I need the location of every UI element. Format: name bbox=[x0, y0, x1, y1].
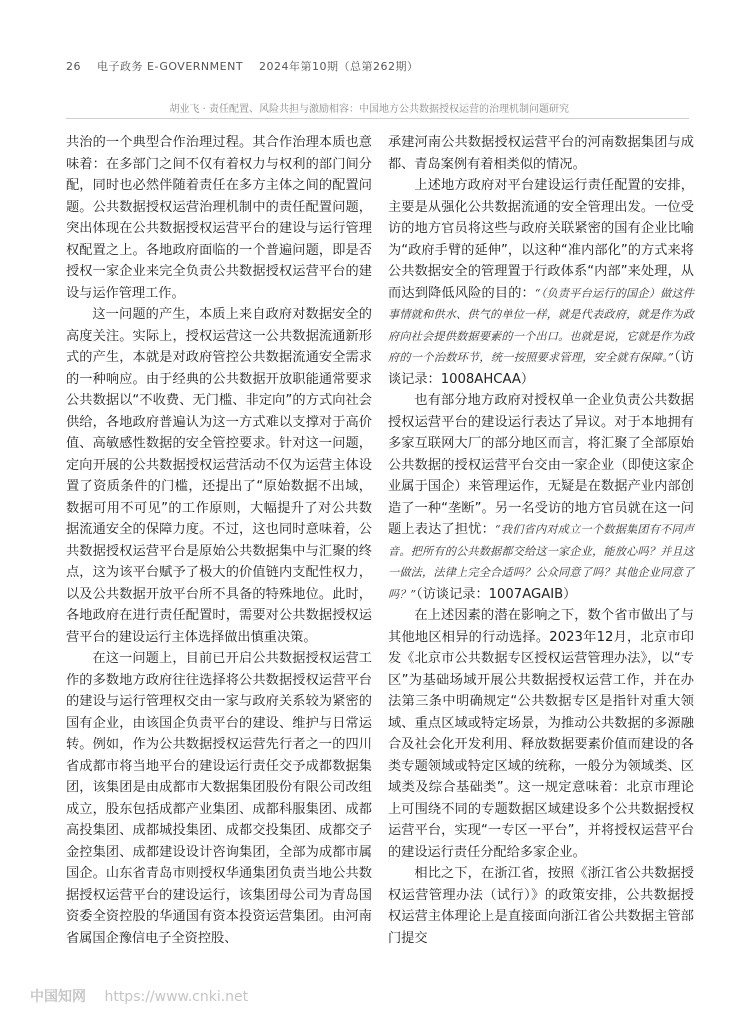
paragraph: 承建河南公共数据授权运营平台的河南数据集团与成都、青岛案例有着相类似的情况。 bbox=[388, 135, 694, 172]
interview-quote: “我们省内对成立一个数据集团有不同声音。把所有的公共数据都交给这一家企业，能放心吗？并且这一做法，法律上完全合适吗？公众同意了吗？其他企业同意了吗？” bbox=[388, 523, 694, 601]
page-number: 26 bbox=[66, 60, 81, 73]
running-header bbox=[66, 58, 431, 74]
paragraph: 共治的一个典型合作治理过程。其合作治理本质也意味着：在多部门之间不仅有着权力与权利的部门间分配，同时也必然伴随着责任在多方主体之间的配置问题。公共数据授权运营治理机制中的责任配置问题，突出体现在公共数据授权运营平台的建设与运行管理权配置之上。各地政府面临的一个普遍问题，即是否授权一家企业来完全负责公共数据授权运营平台的建设与运作管理工作。 bbox=[66, 135, 372, 301]
paragraph: 在这一问题上，目前已开启公共数据授权运营工作的多数地方政府往往选择将公共数据授权运营平台的建设与运行管理权交由一家与政府关系较为紧密的国有企业，由该国企负责平台的建设、维护与日常运转。例如，作为公共数据授权运营先行者之一的四川省成都市将当地平台的建设运行责任交予成都数据集团，该集团是由成都市大数据集团股份有限公司改组成立，股东包括成都产业集团、成都科服集团、成都高投集团、成都城投集团、成都交投集团、成都交子金控集团、成都建设设计咨询集团，全部为成都市属国企。山东省青岛市则授权华通集团负责当地公共数据授权运营平台的建设运行，该集团母公司为青岛国资委全资控股的华通国有资本投资运营集团。由河南省属国企豫信电子全资控股、 bbox=[66, 651, 372, 946]
paragraph-with-quote bbox=[388, 390, 694, 605]
paragraph: 相比之下，在浙江省，按照《浙江省公共数据授权运营管理办法（试行）》的政策安排，公共数据授权运营主体理论上是直接面向浙江省公共数据主管部门提交 bbox=[388, 866, 694, 946]
paragraph: 这一问题的产生，本质上来自政府对数据安全的高度关注。实际上，授权运营这一公共数据流通新形式的产生，本就是对政府管控公共数据流通安全需求的一种响应。由于经典的公共数据开放职能通常要求公共数据以“不收费、无门槛、非定向”的方式向社会供给，各地政府普遍认为这一方式难以支撑对于高价值、高敏感性数据的安全管控要求。针对这一问题，定向开展的公共数据授权运营活动不仅为运营主体设置了资质条件的门槛，还提出了“原始数据不出域，数据可用不可见”的工作原则，大幅提升了对公共数据流通安全的保障力度。不过，这也同时意味着，公共数据授权运营平台是原始公共数据集中与汇聚的终点，这为该平台赋予了极大的价值链内支配性权力，以及公共数据开放平台所不具备的特殊地位。此时，各地政府在进行责任配置时，需要对公共数据授权运营平台的建设运行主体选择做出慎重决策。 bbox=[66, 307, 372, 645]
cnki-url: https://www.cnki.net bbox=[104, 989, 249, 1005]
paragraph-with-quote bbox=[388, 175, 694, 390]
header-divider bbox=[66, 118, 689, 119]
paragraph-text: 上述地方政府对平台建设运行责任配置的安排，主要是从强化公共数据流通的安全管理出发。一位受访的地方官员将这些与政府关联紧密的国有企业比喻为“政府手臂的延伸”，以这种“准内部化”的方式来将公共数据安全的管理置于行政体系“内部”来处理，从而达到降低风险的目的： bbox=[388, 178, 694, 301]
interview-citation: （访谈记录：1007AGAIB） bbox=[416, 586, 577, 602]
paragraph: 在上述因素的潜在影响之下，数个省市做出了与其他地区相异的行动选择。2023年12月，北京市印发《北京市公共数据专区授权运营管理办法》，以“专区”为基础场域开展公共数据授权运营工作，并在办法第三条中明确规定“公共数据专区是指针对重大领域、重点区域或特定场景，为推动公共数据的多源融合及社会化开发利用、释放数据要素价值而建设的各类专题领域或特定区域的统称，一般分为领域类、区域类及综合基础类”。这一规定意味着：北京市理论上可围绕不同的专题数据区域建设多个公共数据授权运营平台，实现“一专区一平台”，并将授权运营平台的建设运行责任分配给多家企业。 bbox=[388, 608, 694, 860]
journal-name: 电子政务 E-GOVERNMENT bbox=[97, 60, 244, 73]
article-running-title: 胡业飞 · 责任配置、风险共担与激励相容：中国地方公共数据授权运营的治理机制问题研究 bbox=[169, 104, 569, 115]
interview-citation: （访谈记录：1008AHCAA） bbox=[388, 350, 694, 387]
paragraph-text: 也有部分地方政府对授权单一企业负责公共数据授权运营平台的建设运行表达了异议。对于本地拥有多家互联网大厂的部分地区而言，将汇聚了全部原始公共数据的授权运营平台交由一家企业（即使这家企业属于国企）来管理运作，无疑是在数据产业内部创造了一种“垄断”。另一名受访的地方官员就在这一问题上表达了担忧： bbox=[388, 393, 694, 537]
issue-info: 2024年第10期（总第262期） bbox=[259, 60, 419, 73]
right-column bbox=[388, 132, 694, 949]
interview-quote: “（负责平台运行的国企）做这件事情就和供水、供气的单位一样，就是代表政府，就是作为政府向社会提供数据要素的一个出口。也就是说，它就是作为政府的一个治数环节，统一按照要求管理，安全就有保障。” bbox=[388, 286, 694, 364]
cnki-watermark bbox=[30, 986, 248, 1006]
left-column bbox=[66, 132, 372, 949]
cnki-logo: 中国知网 bbox=[30, 989, 86, 1005]
